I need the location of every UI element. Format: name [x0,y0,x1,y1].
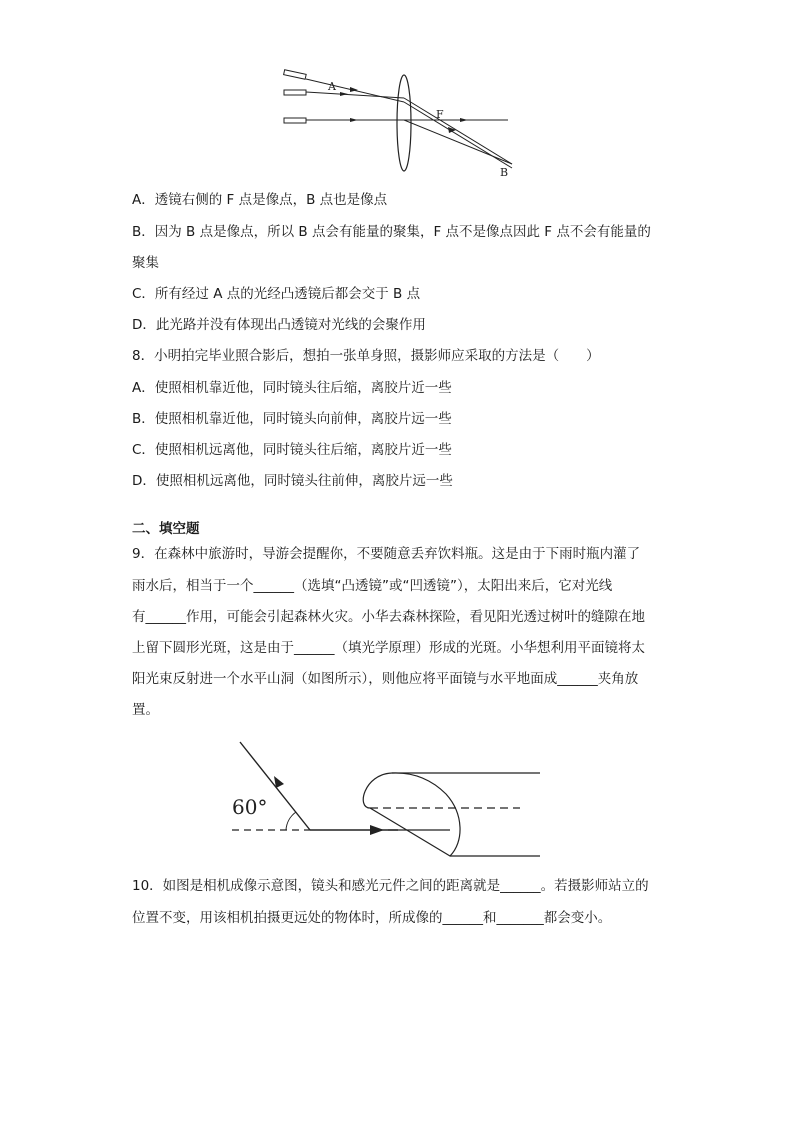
ray-2-refracted [404,98,512,164]
q10-line-2: 位置不变，用该相机拍摄更远处的物体时，所成像的______和_______都会变小。 [132,910,612,926]
reflected-ray-arrowhead [370,825,384,835]
q9-line-3: 有______作用，可能会引起森林火灾。小华去森林探险，看见阳光透过树叶的缝隙在地 [132,609,645,625]
light-source-2 [284,90,306,95]
point-b-label: B [500,166,509,179]
angle-label: 60° [232,795,268,819]
q8-option-d: D．使照相机远离他，同时镜头往前伸，离胶片远一些 [132,473,453,489]
q10-line-1: 10．如图是相机成像示意图，镜头和感光元件之间的距离就是______。若摄影师站立的 [132,878,649,894]
q8-option-c: C．使照相机远离他，同时镜头往后缩，离胶片近一些 [132,442,452,458]
q9-line-4: 上留下圆形光斑，这是由于______（填光学原理）形成的光斑。小华想利用平面镜将太 [132,640,645,656]
q9-line-6: 置。 [132,702,159,718]
q7-option-d: D．此光路并没有体现出凸透镜对光线的会聚作用 [132,317,426,333]
convex-lens [397,75,411,171]
q9-line-1: 9．在森林中旅游时，导游会提醒你，不要随意丢弃饮料瓶。这是由于下雨时瓶内灌了 [132,546,641,562]
q7-option-a: A．透镜右侧的 F 点是像点，B 点也是像点 [132,192,388,208]
ray-arrow-3 [350,118,358,122]
point-a-label: A [328,80,336,93]
q7-option-c: C．所有经过 A 点的光经凸透镜后都会交于 B 点 [132,286,421,302]
ray-1-refracted [404,102,512,168]
convex-lens-ray-diagram [280,68,520,183]
q7-option-b-line2: 聚集 [132,255,159,271]
light-source-1 [284,70,307,79]
q7-option-b-line1: B．因为 B 点是像点，所以 B 点会有能量的聚集，F 点不是像点因此 F 点不会有能量的 [132,224,651,240]
ray-arrow-2 [340,92,348,96]
q8-option-b: B．使照相机靠近他，同时镜头向前伸，离胶片远一些 [132,411,452,427]
mirror-cave-diagram [228,738,578,863]
q9-line-5: 阳光束反射进一个水平山洞（如图所示），则他应将平面镜与水平地面成______夹角放 [132,671,639,687]
q8-stem: 8．小明拍完毕业照合影后，想拍一张单身照，摄影师应采取的方法是（ ） [132,348,600,364]
angle-arc [286,812,296,830]
principal-axis [404,120,512,164]
point-f-label: F [436,108,444,121]
light-source-3 [284,118,306,123]
section-heading-fill-in: 二、填空题 [132,521,200,537]
ray-2-incident [306,92,404,98]
cave-mouth [363,773,460,856]
ray-arrow-5 [460,118,468,122]
q8-option-a: A．使照相机靠近他，同时镜头往后缩，离胶片近一些 [132,380,452,396]
q9-line-2: 雨水后，相当于一个______（选填“凸透镜”或“凹透镜”），太阳出来后，它对光线 [132,578,613,594]
